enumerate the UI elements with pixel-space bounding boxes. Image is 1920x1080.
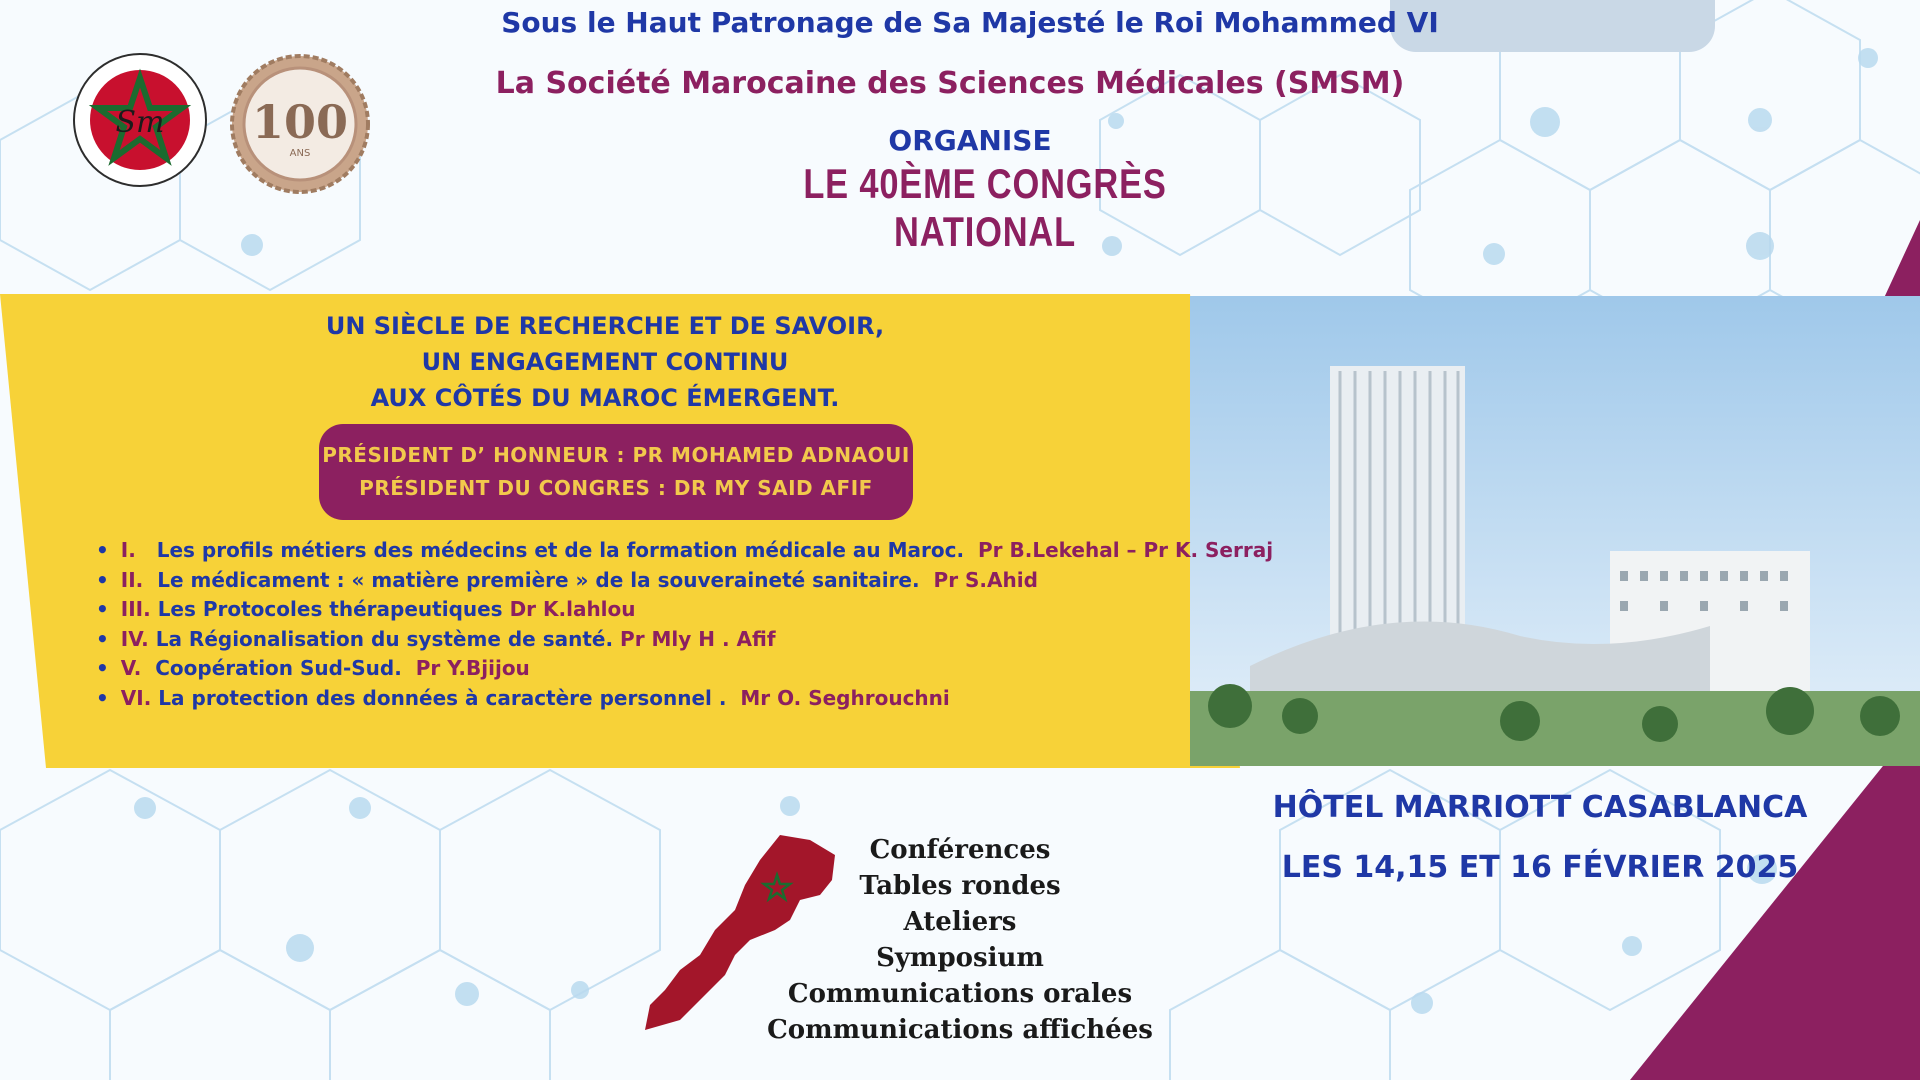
list-item: • I. Les profils métiers des médecins et de la formation médicale au Maroc. Pr B.Lekehal – Pr K. Serraj bbox=[96, 536, 1196, 566]
event-communications-orales: Communications orales bbox=[787, 979, 1133, 1009]
society-name: La Société Marocaine des Sciences Médicales (SMSM) bbox=[495, 66, 1405, 101]
smsm-seal-logo-icon bbox=[70, 50, 210, 190]
svg-text:ANS: ANS bbox=[289, 148, 311, 159]
patronage-line: Sous le Haut Patronage de Sa Majesté le Roi Mohammed VI bbox=[501, 6, 1439, 39]
event-conferences: Conférences bbox=[869, 835, 1051, 865]
event-communications-affichees: Communications affichées bbox=[767, 1015, 1153, 1045]
svg-text:100: 100 bbox=[251, 95, 349, 149]
list-item: • VI. La protection des données à caractère personnel . Mr O. Seghrouchni bbox=[96, 684, 1196, 714]
venue-info bbox=[1260, 778, 1820, 898]
tagline-line-3: AUX CÔTÉS DU MAROC ÉMERGENT. bbox=[370, 384, 840, 412]
hotel-marriott-photo bbox=[1190, 296, 1920, 766]
tagline-line-2: UN ENGAGEMENT CONTINU bbox=[421, 348, 789, 376]
list-item: • V. Coopération Sud-Sud. Pr Y.Bjijou bbox=[96, 654, 1196, 684]
event-formats bbox=[755, 832, 1165, 1048]
tagline bbox=[250, 308, 960, 416]
centenary-badge-icon bbox=[228, 52, 372, 196]
congress-president: PRÉSIDENT DU CONGRES : DR MY SAID AFIF bbox=[359, 476, 873, 500]
congress-title: LE 40ÈME CONGRÈS NATIONAL bbox=[803, 160, 1167, 255]
tagline-line-1: UN SIÈCLE DE RECHERCHE ET DE SAVOIR, bbox=[325, 312, 885, 340]
list-item: • III. Les Protocoles thérapeutiques Dr K.lahlou bbox=[96, 595, 1196, 625]
event-dates: LES 14,15 ET 16 FÉVRIER 2025 bbox=[1281, 850, 1799, 885]
list-item: • IV. La Régionalisation du système de santé. Pr Mly H . Afif bbox=[96, 625, 1196, 655]
plum-triangle-bottom bbox=[1620, 720, 1920, 1080]
organise-label: ORGANISE bbox=[888, 124, 1052, 157]
hotel-name: HÔTEL MARRIOTT CASABLANCA bbox=[1272, 790, 1808, 825]
honorary-president: PRÉSIDENT D’ HONNEUR : PR MOHAMED ADNAOUI bbox=[322, 443, 910, 467]
event-ateliers: Ateliers bbox=[903, 907, 1017, 937]
presidents-box bbox=[319, 424, 913, 520]
event-symposium: Symposium bbox=[876, 943, 1044, 973]
svg-text:Sm: Sm bbox=[115, 105, 165, 140]
event-tables-rondes: Tables rondes bbox=[859, 871, 1061, 901]
list-item: • II. Le médicament : « matière première » de la souveraineté sanitaire. Pr S.Ahid bbox=[96, 566, 1196, 596]
topics-list bbox=[96, 536, 1274, 713]
